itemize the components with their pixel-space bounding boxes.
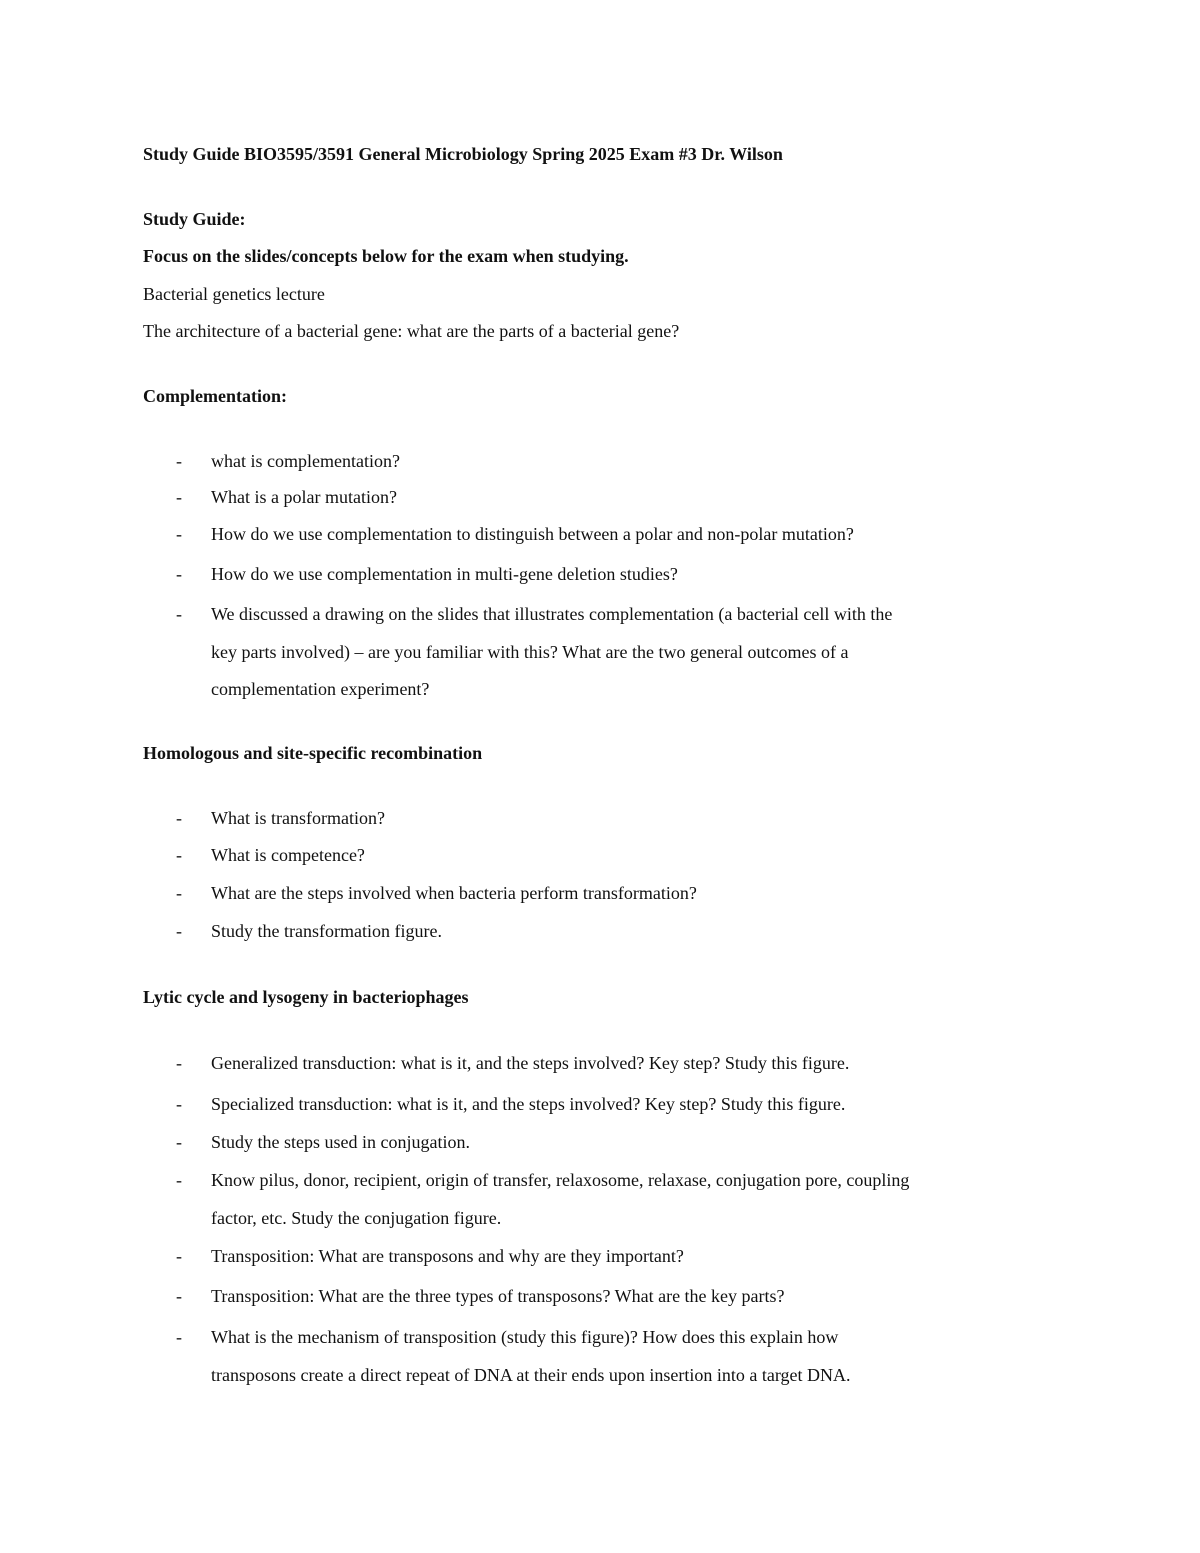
list-item-line: complementation experiment? — [211, 679, 430, 699]
list-item: What are the steps involved when bacteria perform transformation? — [211, 883, 697, 903]
bullet-dash: - — [176, 564, 182, 584]
section-heading-recombination: Homologous and site-specific recombination — [143, 743, 483, 763]
list-item-line: What is the mechanism of transposition (study this figure)? How does this explain how — [211, 1327, 839, 1347]
bullet-dash: - — [176, 604, 182, 624]
bullet-dash: - — [176, 1132, 182, 1152]
list-item-line: transposons create a direct repeat of DNA at their ends upon insertion into a target DNA. — [211, 1365, 851, 1385]
bullet-dash: - — [176, 883, 182, 903]
list-item: What is competence? — [211, 845, 365, 865]
list-item: Transposition: What are the three types of transposons? What are the key parts? — [211, 1286, 785, 1306]
bullet-dash: - — [176, 808, 182, 828]
bullet-dash: - — [176, 487, 182, 507]
list-item: How do we use complementation in multi-gene deletion studies? — [211, 564, 678, 584]
bullet-dash: - — [176, 1094, 182, 1114]
bullet-dash: - — [176, 921, 182, 941]
study-guide-heading: Study Guide: — [143, 209, 246, 229]
bullet-dash: - — [176, 1327, 182, 1347]
bullet-dash: - — [176, 845, 182, 865]
list-item: Specialized transduction: what is it, and the steps involved? Key step? Study this figure. — [211, 1094, 846, 1114]
bullet-dash: - — [176, 1246, 182, 1266]
architecture-line: The architecture of a bacterial gene: what are the parts of a bacterial gene? — [143, 321, 680, 341]
section-heading-lytic: Lytic cycle and lysogeny in bacteriophages — [143, 987, 469, 1007]
list-item: Generalized transduction: what is it, and the steps involved? Key step? Study this figure. — [211, 1053, 850, 1073]
list-item: what is complementation? — [211, 451, 400, 471]
list-item: How do we use complementation to distinguish between a polar and non-polar mutation? — [211, 524, 854, 544]
list-item: What is transformation? — [211, 808, 385, 828]
document-title: Study Guide BIO3595/3591 General Microbiology Spring 2025 Exam #3 Dr. Wilson — [143, 144, 783, 164]
list-item-line: Know pilus, donor, recipient, origin of transfer, relaxosome, relaxase, conjugation pore, coupling — [211, 1170, 910, 1190]
list-item-line: key parts involved) – are you familiar with this? What are the two general outcomes of a — [211, 642, 849, 662]
list-item-line: We discussed a drawing on the slides that illustrates complementation (a bacterial cell with the — [211, 604, 893, 624]
list-item: Transposition: What are transposons and why are they important? — [211, 1246, 684, 1266]
section-heading-complementation: Complementation: — [143, 386, 287, 406]
bullet-dash: - — [176, 1053, 182, 1073]
bullet-dash: - — [176, 1170, 182, 1190]
list-item-line: factor, etc. Study the conjugation figure. — [211, 1208, 502, 1228]
list-item: What is a polar mutation? — [211, 487, 397, 507]
bullet-dash: - — [176, 524, 182, 544]
bullet-dash: - — [176, 1286, 182, 1306]
list-item: Study the transformation figure. — [211, 921, 442, 941]
list-item: Study the steps used in conjugation. — [211, 1132, 470, 1152]
lecture-line: Bacterial genetics lecture — [143, 284, 325, 304]
bullet-dash: - — [176, 451, 182, 471]
focus-instruction: Focus on the slides/concepts below for the exam when studying. — [143, 246, 629, 266]
